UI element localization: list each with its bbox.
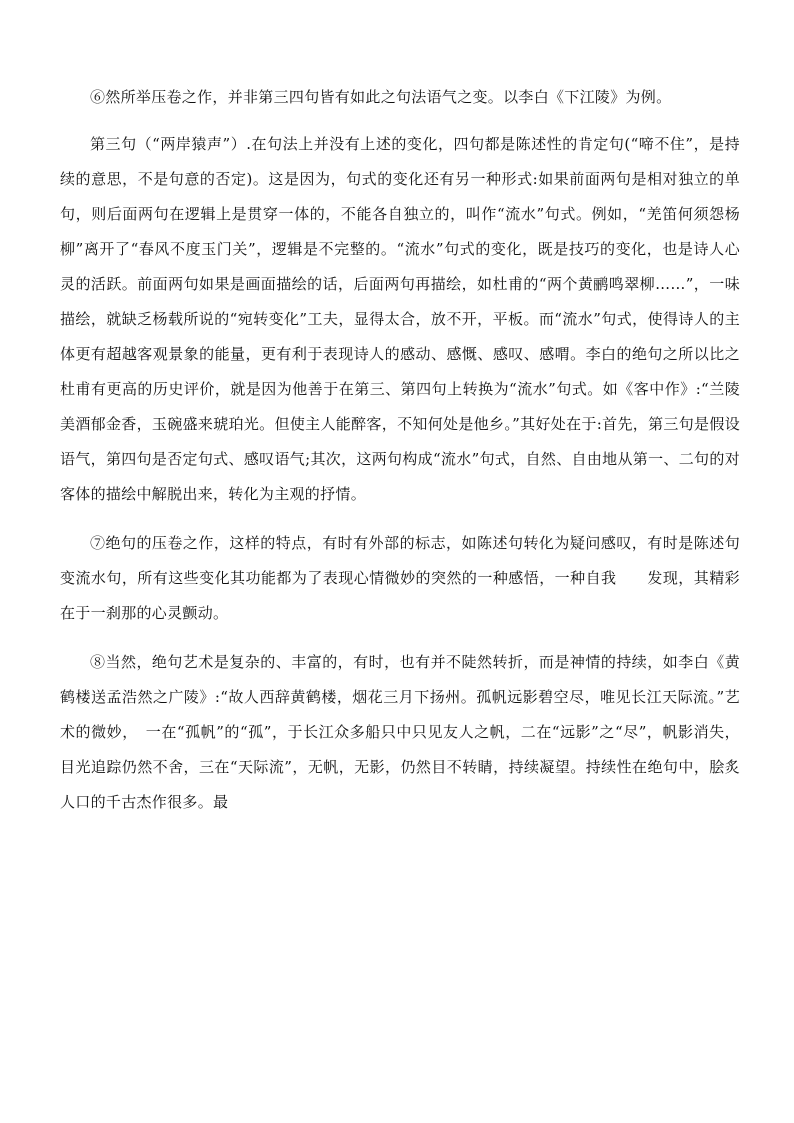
paragraph-8: ⑧当然，绝句艺术是复杂的、丰富的，有时，也有并不陡然转折，而是神情的持续，如李白《黄鹤楼送孟浩然之广陵》:“故人西辞黄鹤楼，烟花三月下扬州。孤帆远影碧空尽，唯见长江天际流。”艺术的微妙， 一在“孤帆”的“孤”，于长江众多船只中只见友人之帆，二在“远影”之“尽”，帆影消失，目光追踪仍然不舍，三在“天际流”，无帆，无影，仍然目不转睛，持续凝望。持续性在绝句中，脍炙人口的千古杰作很多。最 [60, 653, 740, 811]
paragraph-7: ⑦绝句的压卷之作，这样的特点，有时有外部的标志，如陈述句转化为疑问感叹，有时是陈述句变流水句，所有这些变化其功能都为了表现心情微妙的突然的一种感悟，一种自我 发现，其精彩在于一刹那的心灵颤动。 [60, 534, 740, 622]
paragraph-6: ⑥然所举压卷之作，并非第三四句皆有如此之句法语气之变。以李白《下江陵》为例。 [90, 88, 672, 106]
paragraph-6-continued: 第三句（“两岸猿声”）.在句法上并没有上述的变化，四句都是陈述性的肯定句(“啼不住”，是持续的意思，不是句意的否定)。这是因为，句式的变化还有另一种形式:如果前面两句是相对独立的单句，则后面两句在逻辑上是贯穿一体的，不能各自独立的，叫作“流水”句式。例如，“羌笛何须怨杨柳”离开了“春风不度玉门关”，逻辑是不完整的。“流水”句式的变化，既是技巧的变化，也是诗人心灵的活跃。前面两句如果是画面描绘的话，后面两句再描绘，如杜甫的“两个黄鹂鸣翠柳……”，一味描绘，就缺乏杨载所说的“宛转变化”工夫，显得太合，放不开，平板。而“流水”句式，使得诗人的主体更有超越客观景象的能量，更有利于表现诗人的感动、感慨、感叹、感喟。李白的绝句之所以比之杜甫有更高的历史评价，就是因为他善于在第三、第四句上转换为“流水”句式。如《客中作》:“兰陵美酒郁金香，玉碗盛来琥珀光。但使主人能醉客，不知何处是他乡。”其好处在于:首先，第三句是假设语气，第四句是否定句式、感叹语气;其次，这两句构成“流水”句式，自然、自由地从第一、二句的对客体的描绘中解脱出来，转化为主观的抒情。 [60, 135, 740, 503]
document-page [60, 80, 740, 820]
